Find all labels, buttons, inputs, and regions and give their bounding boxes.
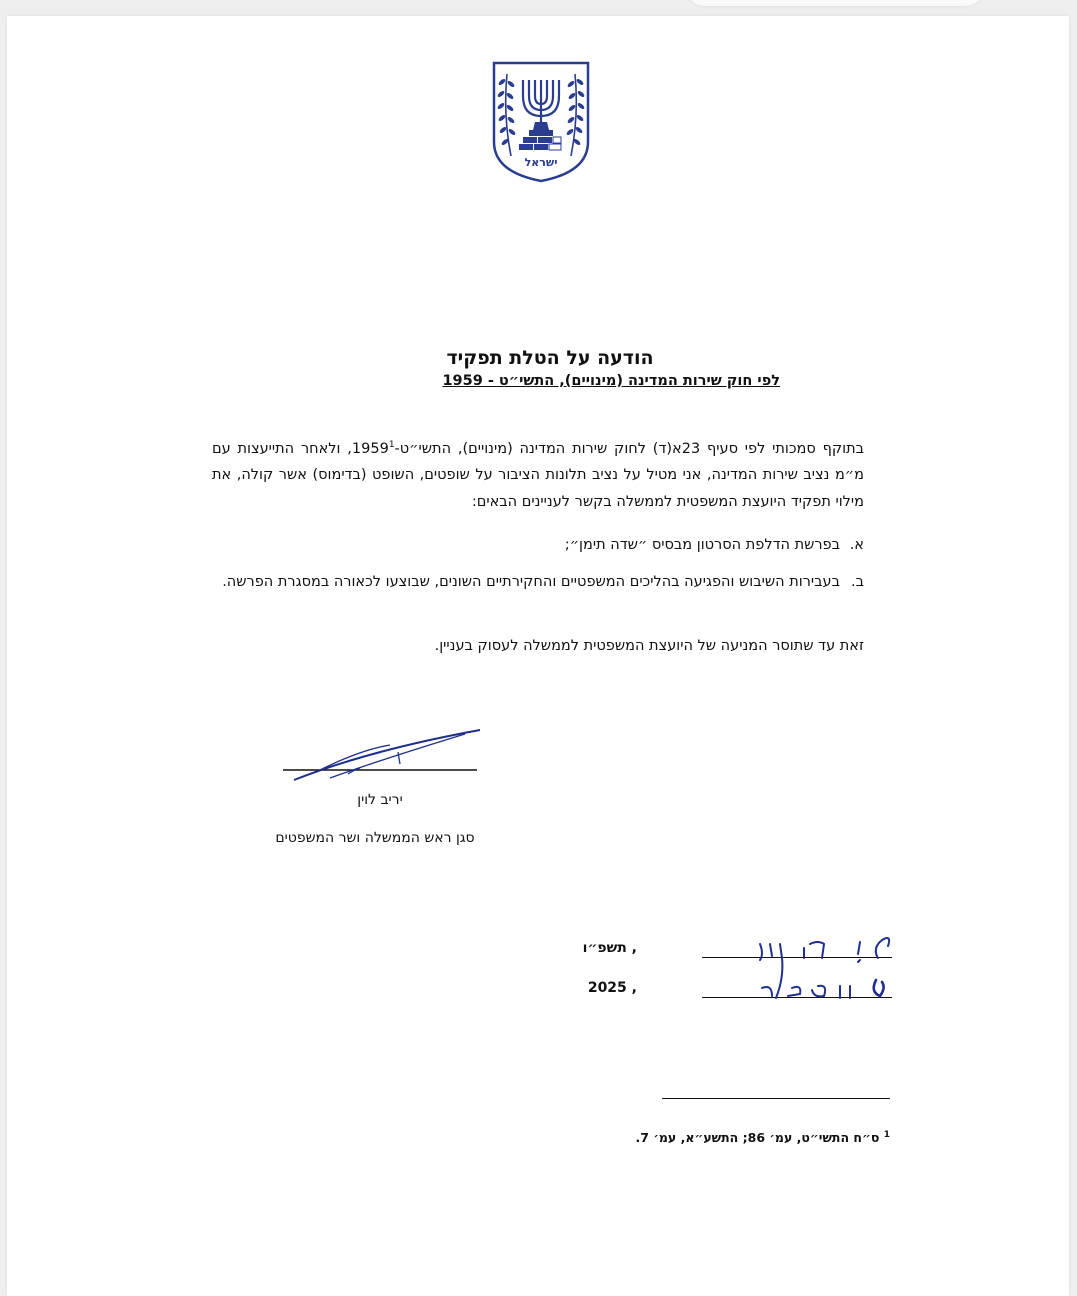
document-page [7, 16, 1069, 1296]
document-title: הודעה על הטלת תפקיד [446, 347, 654, 369]
footnote-divider [662, 1098, 890, 1099]
footnote [600, 1130, 890, 1145]
emblem-label: ישראל [524, 156, 558, 169]
footnote-text: ס״ח התשי״ט, עמ׳ 86; התשע״א, עמ׳ 7. [635, 1130, 880, 1146]
body-paragraph-part1: בתוקף סמכותי לפי סעיף 23א(ד) לחוק שירות המדינה (מינויים), התשי״ט-1959 [351, 440, 864, 457]
body-paragraph [212, 432, 864, 515]
document-subtitle: לפי חוק שירות המדינה (מינויים), התשי״ט - 1959 [442, 373, 780, 389]
signatory-title: סגן ראש הממשלה ושר המשפטים [275, 830, 475, 846]
list-item-marker: א. [849, 537, 864, 553]
top-bar-pill [685, 0, 985, 6]
list-item [212, 530, 864, 561]
list-item [212, 567, 864, 598]
body-paragraph-part2: , ולאחר התייעצות עם מ״מ נציב שירות המדינה, אני מטיל על נציב תלונות הציבור על שופטים, השופט (בדימוס) אשר קולה, את מילוי תפקיד היועצת המשפטית לממשלה בקשר לעניינים הבאים: [212, 440, 864, 510]
gregorian-year-label: , 2025 [587, 980, 637, 996]
handwritten-date-icon [700, 918, 900, 1008]
footnote-number: 1 [883, 1130, 890, 1140]
list-item-text: בפרשת הדלפת הסרטון מבסיס ״שדה תימן״; [564, 537, 840, 553]
state-emblem-icon [491, 60, 591, 184]
signatory-name: יריב לוין [357, 792, 403, 808]
list-item-marker: ב. [851, 574, 864, 590]
footnote-reference: 1 [388, 440, 395, 450]
closing-sentence: זאת עד שתוסר המניעה של היועצת המשפטית לממשלה לעסוק בעניין. [434, 638, 864, 654]
hebrew-year-label: , תשפ״ו [582, 940, 637, 956]
list-item-text: בעבירות השיבוש והפגיעה בהליכים המשפטיים והחקירתיים השונים, שבוצעו לכאורה במסגרת הפרשה. [222, 574, 840, 590]
